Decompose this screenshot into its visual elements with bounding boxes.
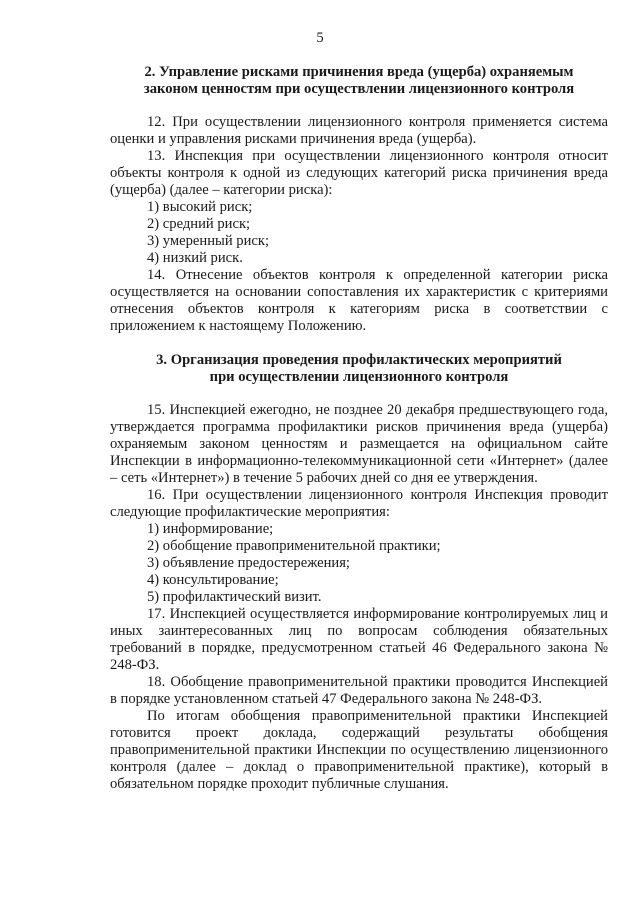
measure-item: 4) консультирование; (147, 572, 279, 588)
section-3-heading (110, 352, 608, 386)
risk-category-item: 4) низкий риск. (147, 250, 243, 266)
paragraph-12: 12. При осуществлении лицензионного контроля применяется система оценки и управления рисками причинения вреда (ущерба). (110, 114, 608, 147)
measure-item: 5) профилактический визит. (147, 589, 322, 605)
paragraph-16: 16. При осуществлении лицензионного контроля Инспекция проводит следующие профилактические мероприятия: (110, 487, 608, 520)
paragraph-18-continued: По итогам обобщения правоприменительной практики Инспекцией готовится проект доклада, содержащий результаты обобщения правоприменительной практики Инспекции по осуществлению лицензионного контроля (далее – доклад о правоприменительной практике), который в обязательном порядке проходит публичные слушания. (110, 708, 608, 792)
paragraph-17: 17. Инспекцией осуществляется информирование контролируемых лиц и иных заинтересованных лиц по вопросам соблюдения обязательных требований в порядке, предусмотренном статьей 46 Федерального закона № 248-ФЗ. (110, 606, 608, 673)
paragraph-18: 18. Обобщение правоприменительной практики проводится Инспекцией в порядке установленном статьей 47 Федерального закона № 248-ФЗ. (110, 674, 608, 707)
page-number: 5 (316, 30, 324, 46)
section-3-heading-line-1: 3. Организация проведения профилактических мероприятий (156, 352, 562, 368)
section-2-heading (110, 64, 608, 98)
section-2-heading-line-2: законом ценностям при осуществлении лицензионного контроля (143, 81, 575, 97)
measure-item: 2) обобщение правоприменительной практики; (147, 538, 441, 554)
section-3-heading-line-2: при осуществлении лицензионного контроля (209, 369, 509, 385)
paragraph-13: 13. Инспекция при осуществлении лицензионного контроля относит объекты контроля к одной из следующих категорий риска причинения вреда (ущерба) (далее – категории риска): (110, 148, 608, 198)
paragraph-15: 15. Инспекцией ежегодно, не позднее 20 декабря предшествующего года, утверждается программа профилактики рисков причинения вреда (ущерба) охраняемым законом ценностям и размещается на официальном сайте Инспекции в информационно-телекоммуникационной сети «Интернет» (далее – сеть «Интернет») в течение 5 рабочих дней со дня ее утверждения. (110, 402, 608, 486)
risk-category-item: 3) умеренный риск; (147, 233, 270, 249)
measure-item: 1) информирование; (147, 521, 274, 537)
document-body (110, 64, 608, 793)
risk-category-item: 1) высокий риск; (147, 199, 253, 215)
risk-category-item: 2) средний риск; (147, 216, 251, 232)
section-2-heading-line-1: 2. Управление рисками причинения вреда (ущерба) охраняемым (144, 64, 574, 80)
paragraph-14: 14. Отнесение объектов контроля к определенной категории риска осуществляется на основании сопоставления их характеристик с критериями отнесения объектов контроля к категориям риска в соответствии с приложением к настоящему Положению. (110, 267, 608, 334)
measure-item: 3) объявление предостережения; (147, 555, 350, 571)
